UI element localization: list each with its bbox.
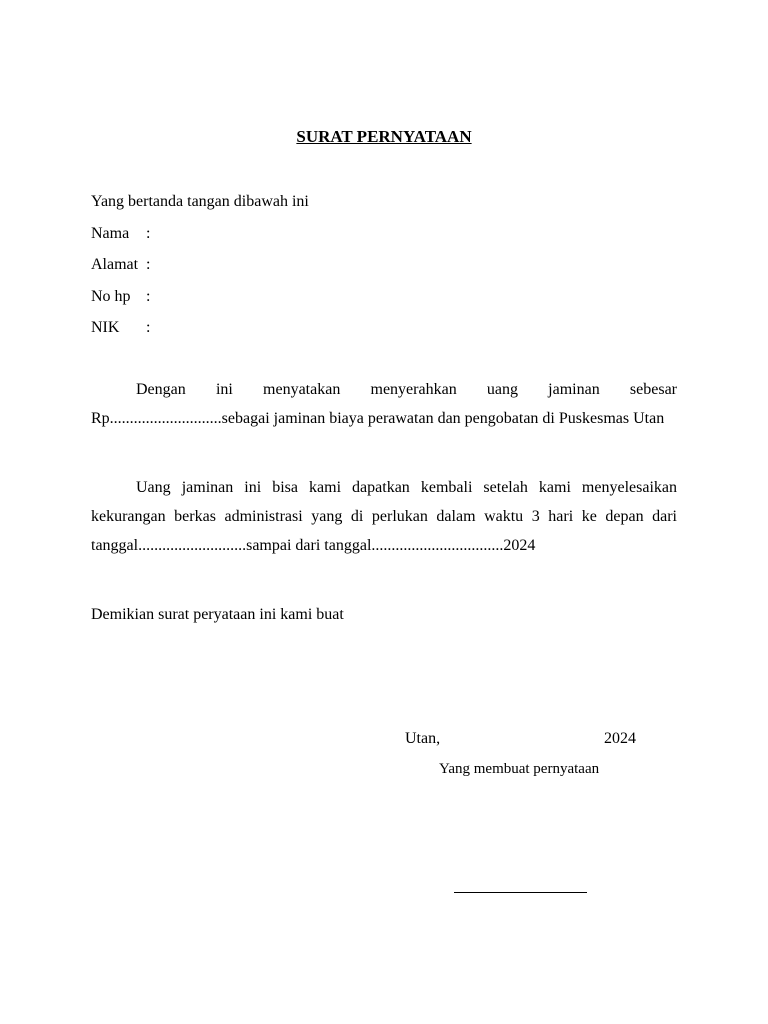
paragraph-refund [91, 473, 677, 560]
field-colon: : [146, 256, 151, 273]
signature-place: Utan, [405, 730, 441, 747]
field-colon: : [146, 225, 151, 242]
signature-line [454, 892, 587, 893]
signature-maker: Yang membuat pernyataan [439, 761, 600, 777]
field-nik [91, 319, 150, 339]
field-nama [91, 225, 150, 245]
field-colon: : [146, 319, 151, 336]
paragraph-refund-text: Uang jaminan ini bisa kami dapatkan kembali setelah kami menyelesaikan kekurangan berkas administrasi yang di perlukan dalam waktu 3 hari ke depan dari tanggal...........................sampai dari tanggal.................................2024 [91, 479, 677, 554]
intro-text: Yang bertanda tangan dibawah ini [91, 193, 309, 210]
field-label: No hp [91, 288, 131, 305]
document-title: SURAT PERNYATAAN [296, 127, 472, 146]
field-no-hp [91, 288, 150, 308]
field-label: Alamat [91, 256, 139, 273]
field-alamat [91, 256, 150, 276]
closing-text: Demikian surat peryataan ini kami buat [91, 606, 344, 623]
field-label: NIK [91, 319, 120, 336]
field-colon: : [146, 288, 151, 305]
paragraph-guarantee [91, 375, 677, 433]
signature-year: 2024 [604, 730, 636, 747]
field-label: Nama [91, 225, 130, 242]
paragraph-guarantee-text: Dengan ini menyatakan menyerahkan uang jaminan sebesar Rp............................sebagai jaminan biaya perawatan dan pengobatan di Puskesmas Utan [91, 381, 677, 427]
